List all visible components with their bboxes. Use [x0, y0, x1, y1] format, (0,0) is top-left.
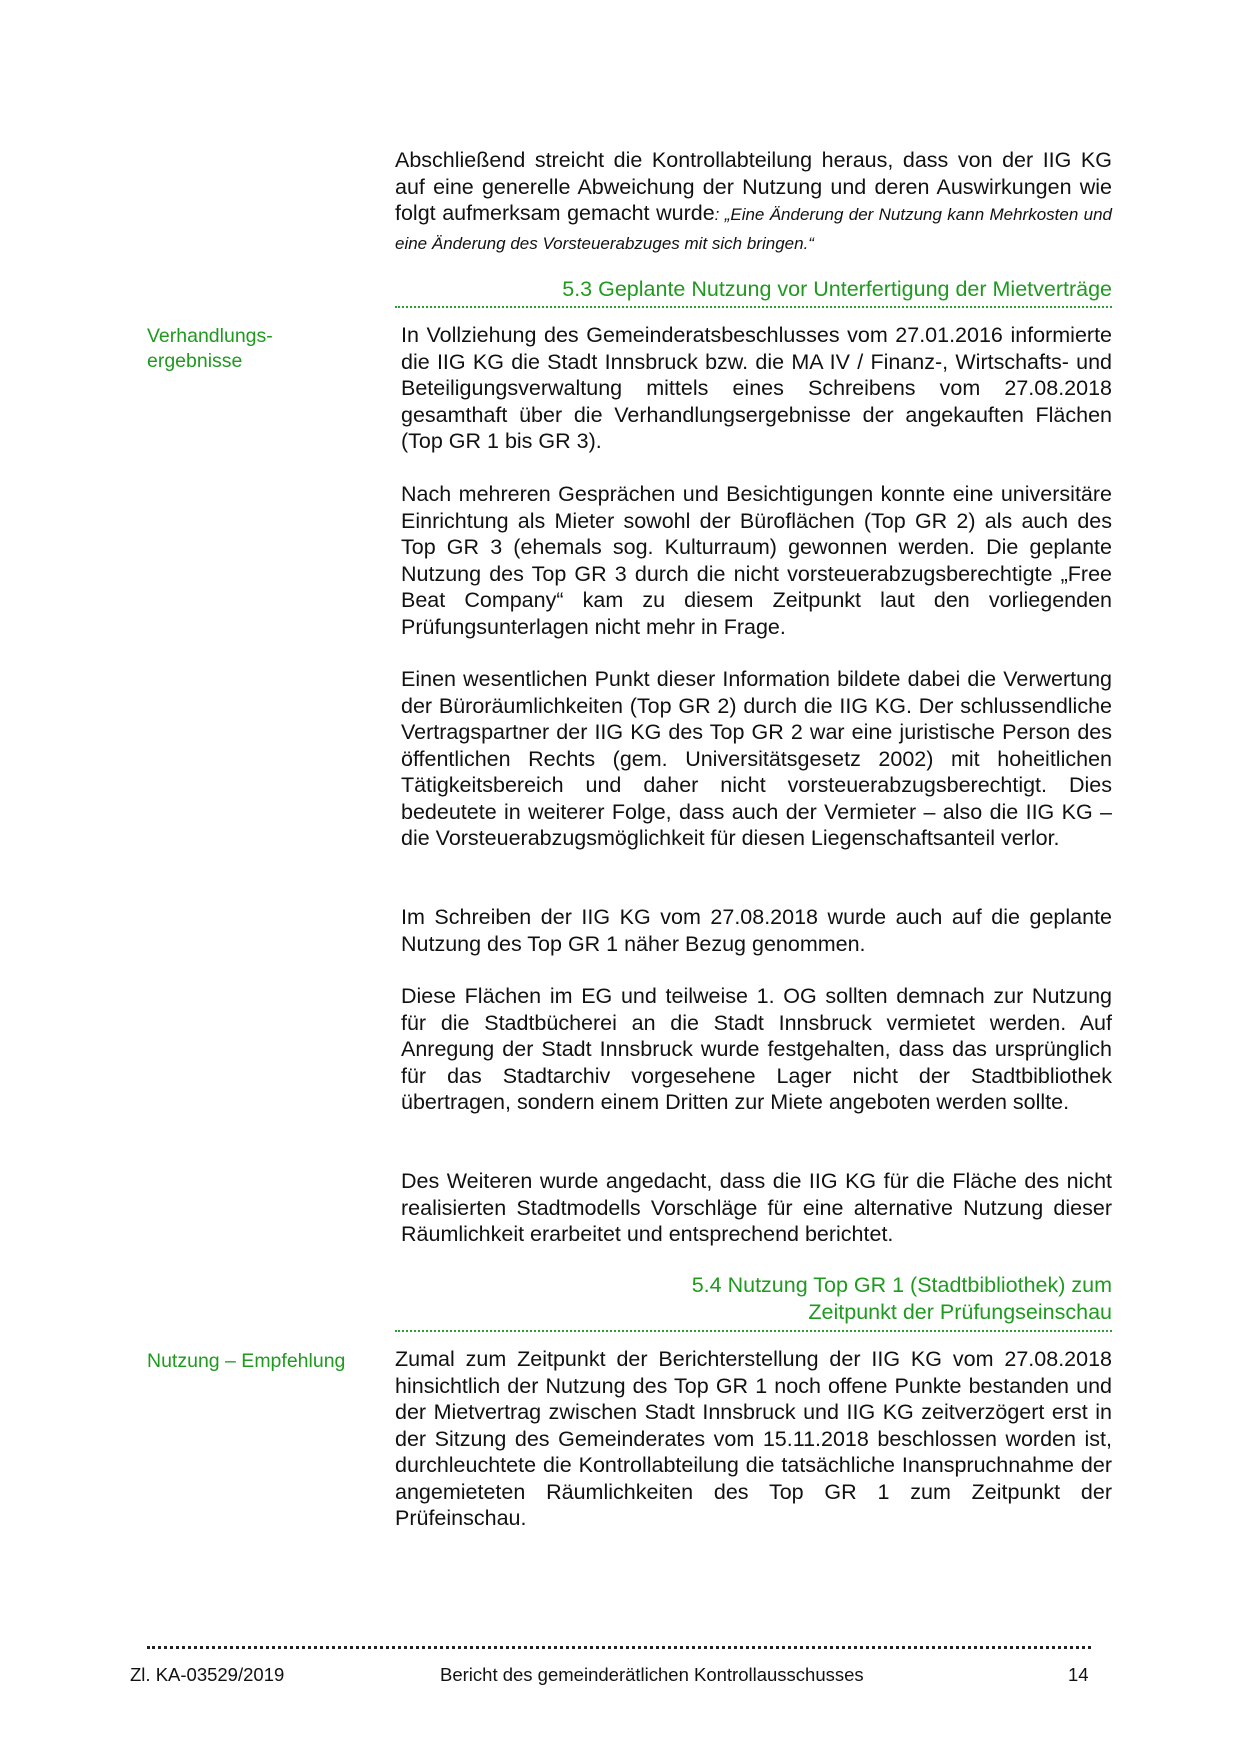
paragraph-4: Im Schreiben der IIG KG vom 27.08.2018 wurde auch auf die geplante Nutzung des Top GR 1 näher Bezug genommen.: [401, 905, 1112, 956]
intro-quote: : „Eine Änderung der Nutzung kann Mehrkosten und eine Änderung des Vorsteuerabzuges mit sich bringen.“: [395, 205, 1112, 253]
margin-note-verhandlungsergebnisse: Verhandlungs- ergebnisse: [147, 325, 273, 372]
footer-reference: Zl. KA-03529/2019: [130, 1664, 285, 1685]
paragraph-5: Diese Flächen im EG und teilweise 1. OG sollten demnach zur Nutzung für die Stadtbücherei an die Stadt Innsbruck vermietet werden. Auf Anregung der Stadt Innsbruck wurde festgehalten, dass das ursprünglich für das Stadtarchiv vorgesehene Lager nicht der Stadtbibliothek übertragen, sondern einem Dritten zur Miete angeboten werden sollte.: [401, 984, 1112, 1114]
section-5-3-divider: [395, 306, 1112, 308]
footer-title: Bericht des gemeinderätlichen Kontrollausschusses: [440, 1664, 864, 1685]
footer-page-number: 14: [1068, 1664, 1089, 1685]
section-5-4-heading-line2: Zeitpunkt der Prüfungseinschau: [808, 1300, 1112, 1324]
section-5-4-divider: [395, 1330, 1112, 1332]
margin-note-nutzung-empfehlung: Nutzung – Empfehlung: [147, 1350, 346, 1372]
paragraph-6: Des Weiteren wurde angedacht, dass die IIG KG für die Fläche des nicht realisierten Stadtmodells Vorschläge für eine alternative Nutzung dieser Räumlichkeit erarbeitet und entsprechend berichtet.: [401, 1169, 1112, 1246]
paragraph-3: Einen wesentlichen Punkt dieser Information bildete dabei die Verwertung der Büroräumlichkeiten (Top GR 2) durch die IIG KG. Der schlussendliche Vertragspartner der IIG KG des Top GR 2 war eine juristische Person des öffentlichen Rechts (gem. Universitätsgesetz 2002) mit hoheitlichen Tätigkeitsbereich und daher nicht vorsteuerabzugsberechtigt. Dies bedeutete in weiterer Folge, dass auch der Vermieter – also die IIG KG – die Vorsteuerabzugsmöglichkeit für diesen Liegenschaftsanteil verlor.: [401, 667, 1112, 850]
paragraph-1: In Vollziehung des Gemeinderatsbeschlusses vom 27.01.2016 informierte die IIG KG die Stadt Innsbruck bzw. die MA IV / Finanz-, Wirtschafts- und Beteiligungsverwaltung mittels eines Schreibens vom 27.08.2018 gesamthaft über die Verhandlungsergebnisse der angekauften Flächen (Top GR 1 bis GR 3).: [401, 323, 1112, 453]
section-5-4-heading-line1: 5.4 Nutzung Top GR 1 (Stadtbibliothek) zum: [691, 1273, 1112, 1297]
intro-text: Abschließend streicht die Kontrollabteilung heraus, dass von der IIG KG auf eine generelle Abweichung der Nutzung und deren Auswirkungen wie folgt aufmerksam gemacht wurde: [395, 148, 1112, 225]
intro-paragraph: [395, 147, 1112, 257]
footer-divider: [147, 1646, 1091, 1649]
section-5-4-heading: [395, 1272, 1112, 1326]
section-5-3-heading: 5.3 Geplante Nutzung vor Unterfertigung der Mietverträge: [562, 277, 1112, 301]
paragraph-5-4: Zumal zum Zeitpunkt der Berichterstellung der IIG KG vom 27.08.2018 hinsichtlich der Nutzung des Top GR 1 noch offene Punkte bestanden und der Mietvertrag zwischen Stadt Innsbruck und IIG KG zeitverzögert erst in der Sitzung des Gemeinderates vom 15.11.2018 beschlossen worden ist, durchleuchtete die Kontrollabteilung die tatsächliche Inanspruchnahme der angemieteten Räumlichkeiten des Top GR 1 zum Zeitpunkt der Prüfeinschau.: [395, 1347, 1112, 1530]
paragraph-2: Nach mehreren Gesprächen und Besichtigungen konnte eine universitäre Einrichtung als Mieter sowohl der Büroflächen (Top GR 2) als auch des Top GR 3 (ehemals sog. Kulturraum) gewonnen werden. Die geplante Nutzung des Top GR 3 durch die nicht vorsteuerabzugsberechtigte „Free Beat Company“ kam zu diesem Zeitpunkt laut den vorliegenden Prüfungsunterlagen nicht mehr in Frage.: [401, 482, 1112, 639]
